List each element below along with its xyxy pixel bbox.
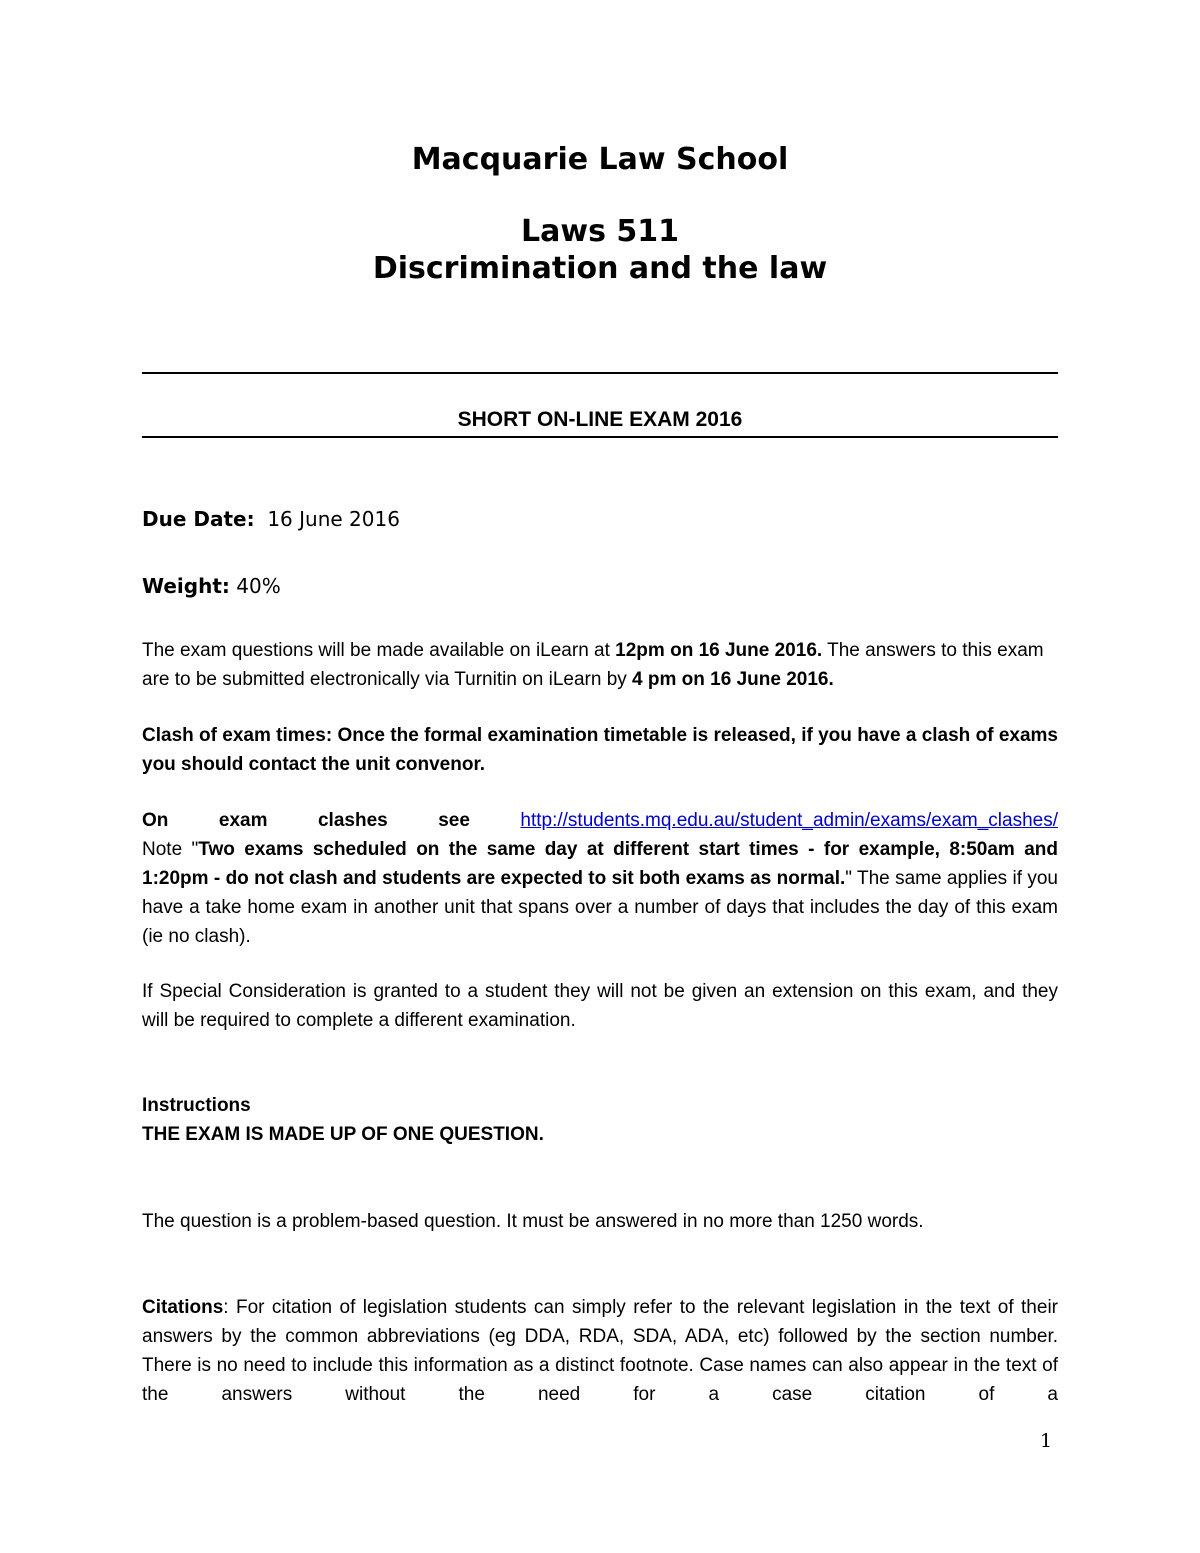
question-info: The question is a problem-based question. It must be answered in no more than 1250 words. [142, 1211, 924, 1232]
instructions-section [142, 1091, 1058, 1149]
unit-name: Discrimination and the law [372, 251, 828, 286]
special-consideration-paragraph: If Special Consideration is granted to a student they will not be given an extension on this exam, and they will be required to complete a different examination. [142, 981, 1058, 1031]
citations-paragraph [142, 1293, 1058, 1409]
school-name: Macquarie Law School [411, 142, 789, 177]
citations-label: Citations [142, 1297, 224, 1318]
due-date-value: 16 June 2016 [267, 507, 400, 531]
instructions-line: THE EXAM IS MADE UP OF ONE QUESTION. [142, 1124, 544, 1145]
availability-text-2: The answers to this exam are to be submitted electronically via Turnitin on iLearn by [142, 640, 1044, 690]
bottom-rule [142, 436, 1058, 438]
unit-code: Laws 511 [521, 214, 679, 249]
clash-text: Once the formal examination timetable is released, if you have a clash of exams you should contact the unit convenor. [142, 725, 1058, 775]
clash-paragraph [142, 721, 1058, 779]
weight [142, 572, 1058, 601]
exam-title: SHORT ON-LINE EXAM 2016 [457, 408, 743, 431]
clashes-link-line [142, 806, 1058, 835]
clashes-note [142, 835, 1058, 951]
clashes-prefix: On exam clashes see [142, 810, 521, 831]
availability-time: 12pm on 16 June 2016. [615, 640, 823, 661]
clashes-paragraph [142, 806, 1058, 951]
submission-time: 4 pm on 16 June 2016. [632, 669, 834, 690]
page-number: 1 [1040, 1430, 1053, 1452]
availability-text-1: The exam questions will be made available on iLearn at [142, 640, 616, 661]
note-prefix: Note " [142, 839, 199, 860]
weight-value: 40% [236, 574, 281, 598]
availability-paragraph [142, 636, 1058, 694]
citations-text: : For citation of legislation students can simply refer to the relevant legislation in the text of their answers by the common abbreviations (eg DDA, RDA, SDA, ADA, etc) followed by the section number. There is no need to include this information as a distinct footnote. Case names can also appear in the text of the answers without the need for a case citation of a [142, 1297, 1058, 1405]
note-bold: Two exams scheduled on the same day at different start times - for example, 8:50am and 1:20pm - do not clash and students are expected to sit both exams as normal. [142, 839, 1058, 889]
top-rule [142, 372, 1058, 374]
due-date [142, 505, 1058, 534]
note-suffix: " The same applies if you have a take home exam in another unit that spans over a number of days that includes the day of this exam (ie no clash). [142, 868, 1058, 947]
weight-label: Weight: [142, 574, 230, 598]
due-date-label: Due Date: [142, 507, 255, 531]
instructions-heading: Instructions [142, 1095, 251, 1116]
clash-label: Clash of exam times: [142, 725, 333, 746]
exam-clashes-link[interactable]: http://students.mq.edu.au/student_admin/exams/exam_clashes/ [520, 810, 1058, 831]
